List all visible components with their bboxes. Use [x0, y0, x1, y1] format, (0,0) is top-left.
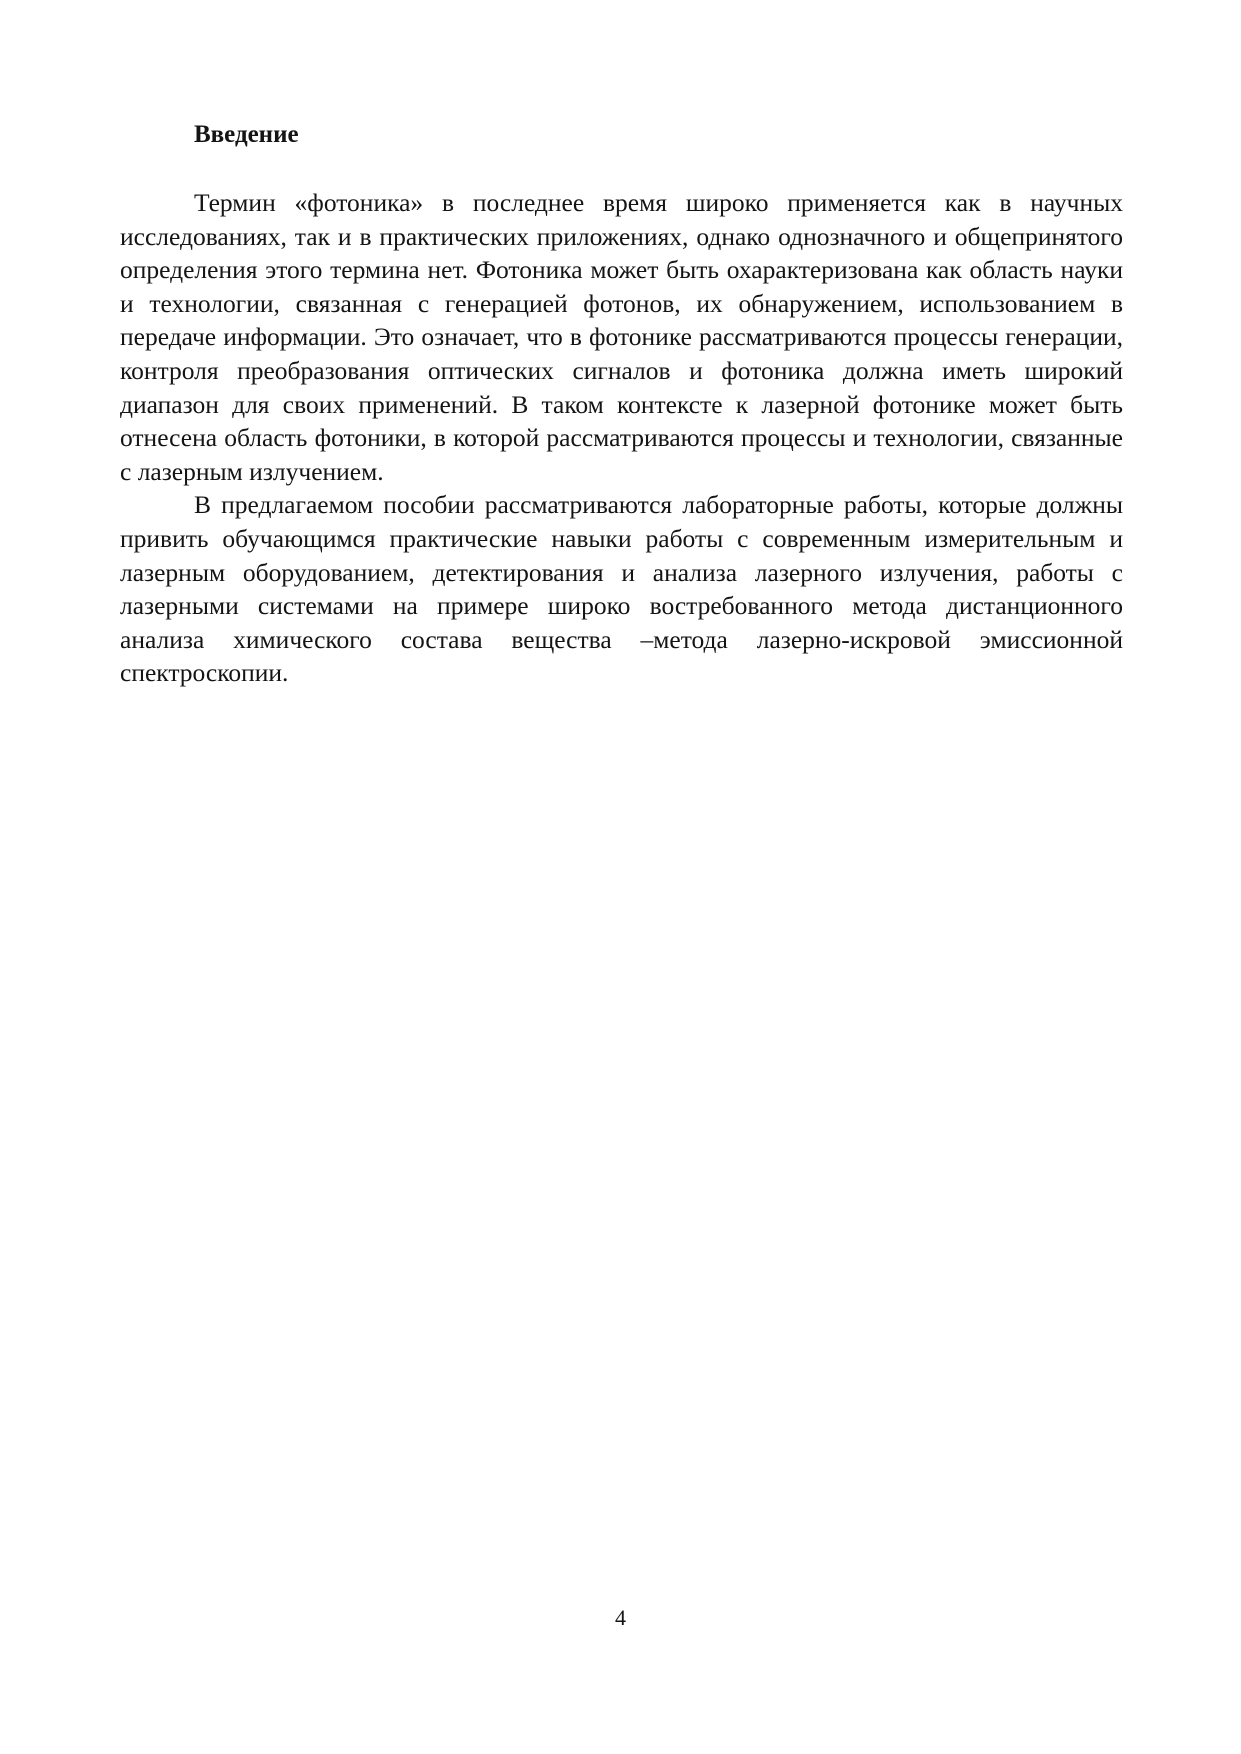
paragraph-2: В предлагаемом пособии рассматриваются лабораторные работы, которые должны привить обучающимся практические навыки работы с современным измерительным и лазерным оборудованием, детектирования и анализа лазерного излучения, работы с лазерными системами на примере широко востребованного метода дистанционного анализа химического состава вещества –метода лазерно-искровой эмиссионной спектроскопии.: [120, 490, 1123, 688]
body-text: [120, 186, 1123, 690]
page-number: 4: [615, 1605, 626, 1630]
paragraph-1: Термин «фотоника» в последнее время широко применяется как в научных исследованиях, так и в практических приложениях, однако однозначного и общепринятого определения этого термина нет. Фотоника может быть охарактеризована как область науки и технологии, связанная с генерацией фотонов, их обнаружением, использованием в передаче информации. Это означает, что в фотонике рассматриваются процессы генерации, контроля преобразования оптических сигналов и фотоника должна иметь широкий диапазон для своих применений. В таком контексте к лазерной фотонике может быть отнесена область фотоники, в которой рассматриваются процессы и технологии, связанные с лазерным излучением.: [120, 188, 1123, 486]
section-heading: Введение: [194, 121, 299, 148]
